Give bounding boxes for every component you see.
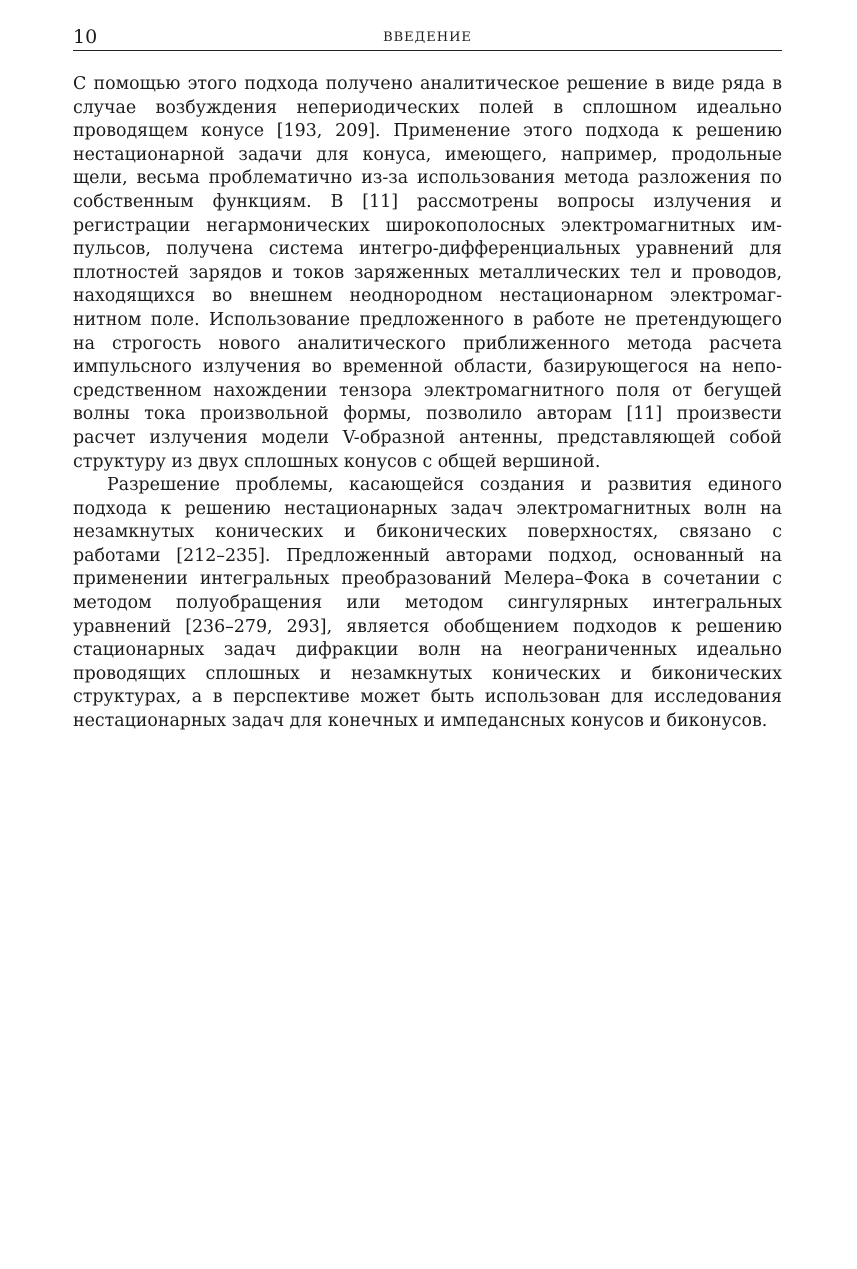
book-page	[73, 26, 782, 734]
paragraph-1: С помощью этого подхода получено аналитическое решение в виде ряда в случае возбуждения непериодических полей в сплошном идеально проводящем конусе [193, 209]. Применение этого подхода к решению нестационарной задачи для конуса, имеющего, например, продольные щели, весьма проблематично из-за использования метода разложения по собственным функциям. В [11] рассмотрены вопросы излучения и регистрации негармонических широкополосных электромагнитных импульсов, получена система интегро-дифференциальных уравнений для плотностей зарядов и токов заряженных металлических тел и проводов, находящихся во внешнем неоднородном нестационарном электромагнитном поле. Использование предложенного в работе не претендующего на строгость нового аналитического приближенного метода расчета импульсного излучения во временной области, базирующегося на непосредственном нахождении тензора электромагнитного поля от бегущей волны тока произвольной формы, позволило авторам [11] произвести расчет излучения модели V-образной антенны, представляющей собой структуру из двух сплошных конусов с общей вершиной.	[73, 74, 782, 472]
body-text	[73, 73, 782, 734]
section-title: ВВЕДЕНИЕ	[383, 30, 472, 45]
page-number: 10	[73, 26, 98, 48]
running-header	[73, 26, 782, 51]
paragraph-2: Разрешение проблемы, касающейся создания и развития единого подхода к решению нестационарных задач электромагнитных волн на незамкнутых конических и биконических поверхностях, связано с работами [212–235]. Предложенный авторами подход, основанный на применении интегральных преобразований Мелера–Фока в сочетании с методом полуобращения или методом сингулярных интегральных уравнений [236–279, 293], является обобщением подходов к решению стационарных задач дифракции волн на неограниченных идеально проводящих сплошных и незамкнутых конических и биконических структурах, а в перспективе может быть использован для исследования нестационарных задач для конечных и импедансных конусов и биконусов.	[73, 475, 782, 732]
